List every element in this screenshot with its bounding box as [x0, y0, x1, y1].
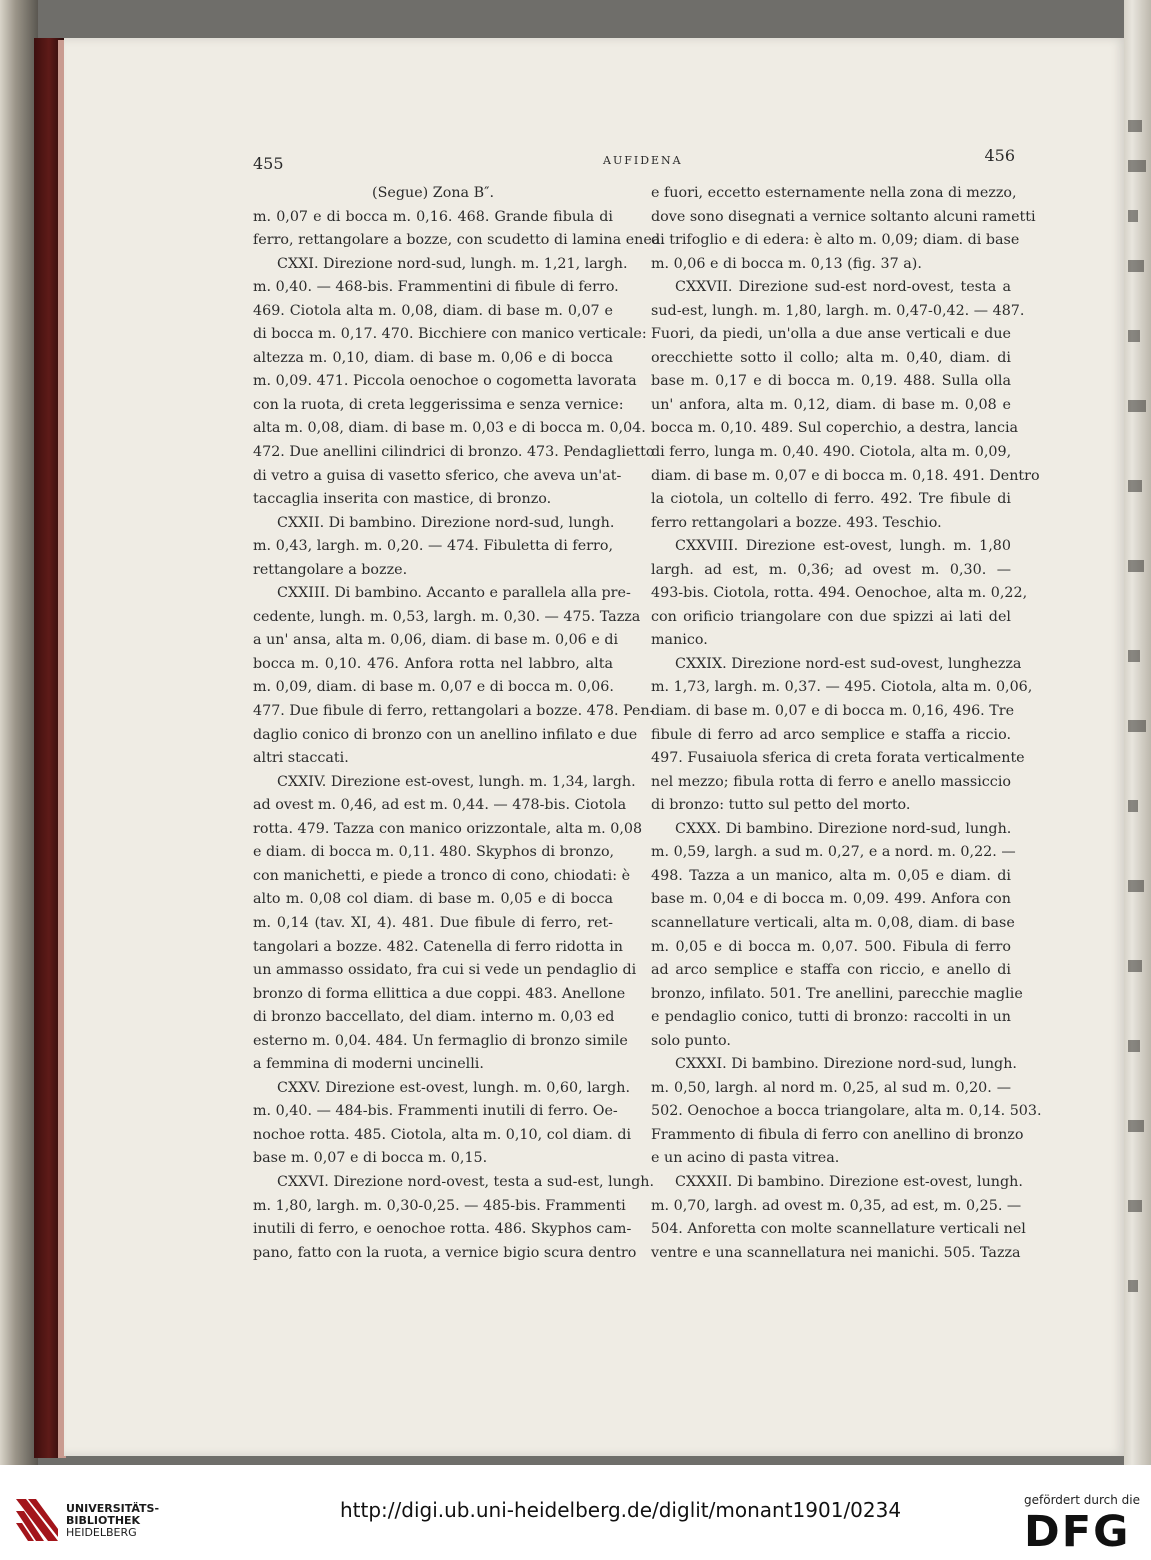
adjacent-page-edge	[1124, 0, 1151, 1465]
viewer-footer	[0, 1465, 1151, 1560]
text-line: CXXIV. Direzione est-ovest, lungh. m. 1,34, largh.	[277, 773, 636, 790]
text-line: alta m. 0,08, diam. di base m. 0,03 e di bocca m. 0,04.	[253, 420, 646, 437]
text-line: con la ruota, di creta leggerissima e senza vernice:	[253, 396, 624, 413]
text-column-right	[651, 182, 1042, 1265]
university-name-line: HEIDELBERG	[66, 1526, 137, 1539]
text-line: a femmina di moderni uncinelli.	[253, 1056, 484, 1073]
heidelberg-library-logo-icon[interactable]	[14, 1497, 60, 1543]
text-line: di trifoglio e di edera: è alto m. 0,09; diam. di base	[651, 232, 1020, 249]
text-line: di vetro a guisa di vasetto sferico, che aveva un'at-	[253, 467, 622, 484]
text-line: 469. Ciotola alta m. 0,08, diam. di base m. 0,07 e	[253, 302, 613, 319]
text-line: 497. Fusaiuola sferica di creta forata verticalmente	[651, 750, 1025, 767]
text-line: di bronzo baccellato, del diam. interno m. 0,03 ed	[253, 1009, 615, 1026]
text-line: di bronzo: tutto sul petto del morto.	[651, 797, 911, 814]
text-line: 502. Oenochoe a bocca triangolare, alta m. 0,14. 503.	[651, 1103, 1042, 1120]
text-line: nel mezzo; fibula rotta di ferro e anello massiccio	[651, 773, 1011, 790]
text-line: la ciotola, un coltello di ferro. 492. Tre fibule di	[651, 491, 1011, 508]
text-line: m. 1,73, largh. m. 0,37. — 495. Ciotola, alta m. 0,06,	[651, 679, 1033, 696]
text-line: sud-est, lungh. m. 1,80, largh. m. 0,47-0,42. — 487.	[651, 302, 1025, 319]
text-line: taccaglia inserita con mastice, di bronzo.	[253, 491, 552, 508]
text-line: e diam. di bocca m. 0,11. 480. Skyphos di bronzo,	[253, 844, 615, 861]
text-line: altri staccati.	[253, 750, 349, 767]
text-line: cedente, lungh. m. 0,53, largh. m. 0,30. — 475. Tazza	[253, 608, 641, 625]
text-line: 472. Due anellini cilindrici di bronzo. 473. Pendaglietto	[253, 444, 655, 461]
text-line: pano, fatto con la ruota, a vernice bigio scura dentro	[253, 1244, 637, 1261]
running-title: AUFIDENA	[603, 154, 683, 167]
text-line: CXXVII. Direzione sud-est nord-ovest, testa a	[675, 279, 1011, 296]
text-line: manico.	[651, 632, 708, 649]
text-line: m. 1,80, largh. m. 0,30-0,25. — 485-bis. Frammenti	[253, 1197, 626, 1214]
text-line: 498. Tazza a un manico, alta m. 0,05 e diam. di	[651, 867, 1011, 884]
text-line: rotta. 479. Tazza con manico orizzontale, alta m. 0,08	[253, 820, 643, 837]
text-line: CXXVI. Direzione nord-ovest, testa a sud-est, lungh.	[277, 1173, 655, 1190]
university-name-line: BIBLIOTHEK	[66, 1514, 141, 1527]
page-number-left: 455	[253, 154, 284, 173]
text-line: scannellature verticali, alta m. 0,08, diam. di base	[651, 914, 1015, 931]
text-line: m. 0,40. — 484-bis. Frammenti inutili di ferro. Oe-	[253, 1103, 618, 1120]
text-line: di ferro, lunga m. 0,40. 490. Ciotola, alta m. 0,09,	[651, 444, 1012, 461]
text-line: m. 0,05 e di bocca m. 0,07. 500. Fibula di ferro	[651, 938, 1011, 955]
text-line: CXXI. Direzione nord-sud, lungh. m. 1,21, largh.	[277, 255, 628, 272]
text-line: orecchiette sotto il collo; alta m. 0,40, diam. di	[651, 349, 1011, 366]
text-line: CXXIX. Direzione nord-est sud-ovest, lunghezza	[675, 655, 1022, 672]
text-line: a un' ansa, alta m. 0,06, diam. di base m. 0,06 e di	[253, 632, 619, 649]
text-line: ad arco semplice e staffa con riccio, e anello di	[651, 962, 1011, 979]
text-line: inutili di ferro, e oenochoe rotta. 486. Skyphos cam-	[253, 1221, 632, 1238]
text-line: un ammasso ossidato, fra cui si vede un pendaglio di	[253, 962, 637, 979]
text-line: bronzo di forma ellittica a due coppi. 483. Anellone	[253, 985, 626, 1002]
book-binding	[0, 0, 38, 1465]
text-line: CXXV. Direzione est-ovest, lungh. m. 0,60, largh.	[277, 1079, 630, 1096]
text-line: bocca m. 0,10. 489. Sul coperchio, a destra, lancia	[651, 420, 1019, 437]
text-line: ferro rettangolari a bozze. 493. Teschio.	[651, 514, 942, 531]
text-line: alto m. 0,08 col diam. di base m. 0,05 e di bocca	[253, 891, 613, 908]
page-header	[253, 146, 1023, 176]
text-line: di bocca m. 0,17. 470. Bicchiere con manico verticale:	[253, 326, 647, 343]
text-line: CXXXI. Di bambino. Direzione nord-sud, lungh.	[675, 1056, 1017, 1073]
text-line: ventre e una scannellatura nei manichi. 505. Tazza	[651, 1244, 1021, 1261]
text-line: m. 0,09, diam. di base m. 0,07 e di bocca m. 0,06.	[253, 679, 614, 696]
text-line: CXXXII. Di bambino. Direzione est-ovest, lungh.	[675, 1173, 1023, 1190]
text-line: altezza m. 0,10, diam. di base m. 0,06 e di bocca	[253, 349, 613, 366]
text-line: con orificio triangolare con due spizzi ai lati del	[651, 608, 1011, 625]
text-line: m. 0,14 (tav. XI, 4). 481. Due fibule di ferro, ret-	[253, 914, 613, 931]
text-line: CXXVIII. Direzione est-ovest, lungh. m. 1,80	[675, 538, 1011, 555]
university-library-name	[66, 1503, 159, 1539]
text-line: 493-bis. Ciotola, rotta. 494. Oenochoe, alta m. 0,22,	[651, 585, 1028, 602]
text-line: CXXX. Di bambino. Direzione nord-sud, lungh.	[675, 820, 1012, 837]
text-line: 477. Due fibule di ferro, rettangolari a bozze. 478. Pen-	[253, 703, 655, 720]
text-line: dove sono disegnati a vernice soltanto alcuni rametti	[651, 208, 1036, 225]
university-name-line: UNIVERSITÄTS-	[66, 1502, 160, 1515]
text-line: m. 0,06 e di bocca m. 0,13 (fig. 37 a).	[651, 255, 922, 272]
text-line: diam. di base m. 0,07 e di bocca m. 0,18. 491. Dentro	[651, 467, 1040, 484]
text-line: ferro, rettangolare a bozze, con scudetto di lamina enea.	[253, 232, 665, 249]
text-column-left	[253, 182, 665, 1265]
text-line: m. 0,70, largh. ad ovest m. 0,35, ad est, m. 0,25. —	[651, 1197, 1022, 1214]
text-line: ad ovest m. 0,46, ad est m. 0,44. — 478-bis. Ciotola	[253, 797, 627, 814]
text-line: m. 0,50, largh. al nord m. 0,25, al sud m. 0,20. —	[651, 1079, 1011, 1096]
text-line: m. 0,59, largh. a sud m. 0,27, e a nord. m. 0,22. —	[651, 844, 1016, 861]
text-line: bronzo, infilato. 501. Tre anellini, parecchie maglie	[651, 985, 1023, 1002]
text-line: base m. 0,17 e di bocca m. 0,19. 488. Sulla olla	[651, 373, 1011, 390]
text-line: tangolari a bozze. 482. Catenella di ferro ridotta in	[253, 938, 624, 955]
text-line: CXXIII. Di bambino. Accanto e parallela alla pre-	[277, 585, 631, 602]
text-line: rettangolare a bozze.	[253, 561, 408, 578]
permalink-url[interactable]: http://digi.ub.uni-heidelberg.de/diglit/monant1901/0234	[340, 1498, 902, 1522]
text-line: e un acino di pasta vitrea.	[651, 1150, 840, 1167]
text-line: bocca m. 0,10. 476. Anfora rotta nel labbro, alta	[253, 655, 613, 672]
text-line: largh. ad est, m. 0,36; ad ovest m. 0,30. —	[651, 561, 1011, 578]
text-line: diam. di base m. 0,07 e di bocca m. 0,16, 496. Tre	[651, 703, 1015, 720]
text-line: fibule di ferro ad arco semplice e staffa a riccio.	[651, 726, 1011, 743]
text-line: con manichetti, e piede a tronco di cono, chiodati: è	[253, 867, 631, 884]
text-line: nochoe rotta. 485. Ciotola, alta m. 0,10, col diam. di	[253, 1126, 632, 1143]
text-line: esterno m. 0,04. 484. Un fermaglio di bronzo simile	[253, 1032, 628, 1049]
text-line: m. 0,09. 471. Piccola oenochoe o cogometta lavorata	[253, 373, 637, 390]
text-line: e pendaglio conico, tutti di bronzo: raccolti in un	[651, 1009, 1011, 1026]
dfg-logo[interactable]: DFG	[1024, 1507, 1131, 1557]
text-line: 504. Anforetta con molte scannellature verticali nel	[651, 1221, 1026, 1238]
text-line: base m. 0,07 e di bocca m. 0,15.	[253, 1150, 488, 1167]
page-number-right: 456	[984, 146, 1015, 165]
text-line: un' anfora, alta m. 0,12, diam. di base m. 0,08 e	[651, 396, 1011, 413]
text-line: (Segue) Zona B″.	[372, 185, 494, 201]
text-line: Frammento di fibula di ferro con anellino di bronzo	[651, 1126, 1024, 1143]
text-line: m. 0,07 e di bocca m. 0,16. 468. Grande fibula di	[253, 208, 613, 225]
text-line: m. 0,40. — 468-bis. Frammentini di fibule di ferro.	[253, 279, 619, 296]
funded-by-label: gefördert durch die	[1024, 1493, 1140, 1507]
text-line: m. 0,43, largh. m. 0,20. — 474. Fibuletta di ferro,	[253, 538, 613, 555]
text-line: base m. 0,04 e di bocca m. 0,09. 499. Anfora con	[651, 891, 1011, 908]
text-line: CXXII. Di bambino. Direzione nord-sud, lungh.	[277, 514, 615, 531]
text-line: Fuori, da piedi, un'olla a due anse verticali e due	[651, 326, 1011, 343]
text-line: daglio conico di bronzo con un anellino infilato e due	[253, 726, 638, 743]
text-line: e fuori, eccetto esternamente nella zona di mezzo,	[651, 185, 1017, 201]
text-line: solo punto.	[651, 1032, 731, 1049]
